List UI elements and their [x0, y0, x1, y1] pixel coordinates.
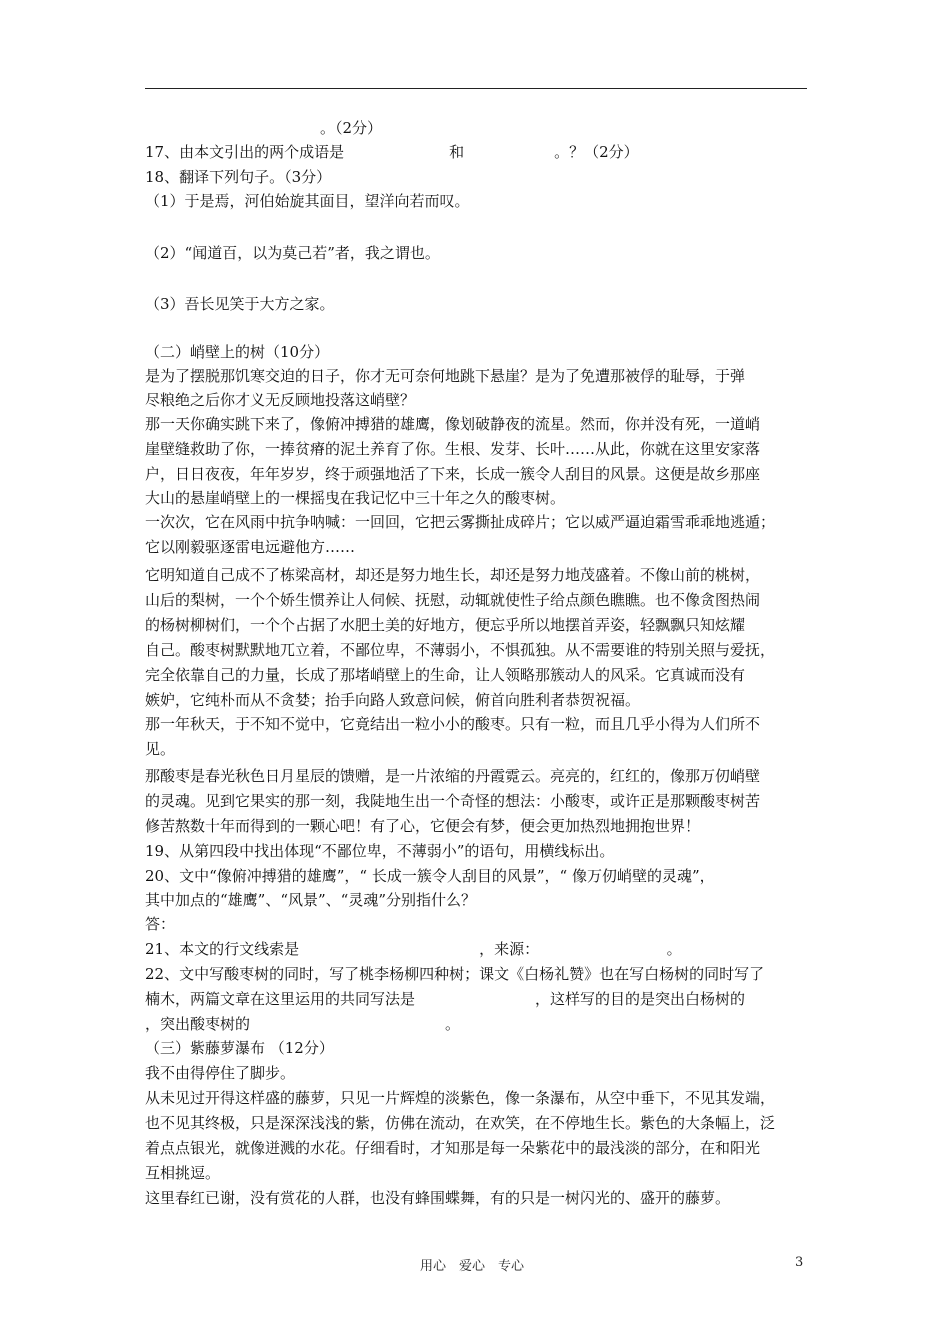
text-line: 也不见其终极，只是深深浅浅的紫，仿佛在流动，在欢笑，在不停地生长。紫色的大条幅上，泛: [145, 1114, 776, 1132]
text-line: 17、由本文引出的两个成语是 和 。？（2分）: [145, 143, 639, 161]
text-line: 从未见过开得这样盛的藤萝，只见一片辉煌的淡紫色，像一条瀑布，从空中垂下，不见其发端，: [145, 1089, 776, 1107]
text-line: 着点点银光，就像迸溅的水花。仔细看时，才知那是每一朵紫花中的最浅淡的部分，在和阳光: [145, 1139, 761, 1157]
text-line: 那一天你确实跳下来了，像俯冲搏猎的雄鹰，像划破静夜的流星。然而，你并没有死，一道峭: [145, 415, 761, 433]
text-line: 嫉妒，它纯朴而从不贪婪；抬手向路人致意问候，俯首向胜利者恭贺祝福。: [145, 691, 641, 709]
text-line: 。（2分）: [320, 119, 383, 137]
text-line: 它明知道自己成不了栋梁高材，却还是努力地生长，却还是努力地茂盛着。不像山前的桃树，: [145, 566, 761, 584]
text-line: 见。: [145, 740, 176, 758]
text-line: 我不由得停住了脚步。: [145, 1064, 296, 1082]
text-line: 21、本文的行文线索是 ，来源： 。: [145, 940, 682, 958]
text-line: （2）“闻道百，以为莫己若”者，我之谓也。: [145, 244, 440, 262]
text-line: 修苦熬数十年而得到的一颗心吧！有了心，它便会有梦，便会更加热烈地拥抱世界！: [145, 817, 701, 835]
text-line: （三）紫藤萝瀑布 （12分）: [145, 1039, 334, 1057]
text-line: 一次次，它在风雨中抗争呐喊：一回回，它把云雾撕扯成碎片；它以威严逼迫霜雪乖乖地逃遁；: [145, 513, 776, 531]
text-line: 20、文中“像俯冲搏猎的雄鹰”，“ 长成一簇令人刮目的风景”，“ 像万仞峭壁的灵魂”，: [145, 867, 715, 885]
text-line: 19、从第四段中找出体现“不鄙位卑，不薄弱小”的语句，用横线标出。: [145, 842, 615, 860]
text-line: 的杨树柳树们，一个个占据了水肥土美的好地方，便忘乎所以地摆首弄姿，轻飘飘只知炫耀: [145, 616, 746, 634]
text-line: 22、文中写酸枣树的同时，写了桃李杨柳四种树；课文《白杨礼赞》也在写白杨树的同时写了: [145, 965, 765, 983]
text-line: （1）于是焉，河伯始旋其面目，望洋向若而叹。: [145, 192, 470, 210]
text-line: 尽粮绝之后你才义无反顾地投落这峭壁？: [145, 391, 416, 409]
text-line: 大山的悬崖峭壁上的一棵摇曳在我记忆中三十年之久的酸枣树。: [145, 489, 566, 507]
header-rule: [145, 88, 807, 89]
text-line: 的灵魂。见到它果实的那一刻，我陡地生出一个奇怪的想法：小酸枣，或许正是那颗酸枣树苦: [145, 792, 761, 810]
text-line: 其中加点的“雄鹰”、“风景”、“灵魂”分别指什么？: [145, 891, 477, 909]
text-line: 答：: [145, 915, 176, 933]
text-line: 这里春红已谢，没有赏花的人群，也没有蜂围蝶舞，有的只是一树闪光的、盛开的藤萝。: [145, 1189, 731, 1207]
text-line: （二）峭壁上的树（10分）: [145, 343, 330, 361]
page-footer: 用心 爱心 专心: [420, 1259, 525, 1274]
text-line: （3）吾长见笑于大方之家。: [145, 295, 335, 313]
text-line: 崖壁缝救助了你，一捧贫瘠的泥土养育了你。生根、发芽、长叶……从此，你就在这里安家落: [145, 440, 761, 458]
page-number: 3: [795, 1255, 804, 1270]
text-line: 那酸枣是春光秋色日月星辰的馈赠，是一片浓缩的丹霞霓云。亮亮的，红红的，像那万仞峭壁: [145, 767, 761, 785]
text-line: 互相挑逗。: [145, 1164, 221, 1182]
text-line: 18、翻译下列句子。（3分）: [145, 168, 332, 186]
text-line: 那一年秋天，于不知不觉中，它竟结出一粒小小的酸枣。只有一粒，而且几乎小得为人们所不: [145, 715, 761, 733]
text-line: 是为了摆脱那饥寒交迫的日子，你才无可奈何地跳下悬崖？是为了免遭那被俘的耻辱，于弹: [145, 367, 746, 385]
text-line: 完全依靠自己的力量，长成了那堵峭壁上的生命，让人领略那簇动人的风采。它真诚而没有: [145, 666, 746, 684]
text-line: 自己。酸枣树默默地兀立着，不鄙位卑，不薄弱小，不惧孤独。从不需要谁的特别关照与爱抚，: [145, 641, 776, 659]
text-line: 它以刚毅驱逐雷电远避他方……: [145, 538, 356, 556]
text-line: ，突出酸枣树的 。: [145, 1015, 461, 1033]
text-line: 户，日日夜夜，年年岁岁，终于顽强地活了下来，长成一簇令人刮目的风景。这便是故乡那座: [145, 465, 761, 483]
text-line: 楠木，两篇文章在这里运用的共同写法是 ，这样写的目的是突出白杨树的: [145, 990, 746, 1008]
text-line: 山后的梨树，一个个娇生惯养让人伺候、抚慰，动辄就使性子给点颜色瞧瞧。也不像贪图热闹: [145, 591, 761, 609]
